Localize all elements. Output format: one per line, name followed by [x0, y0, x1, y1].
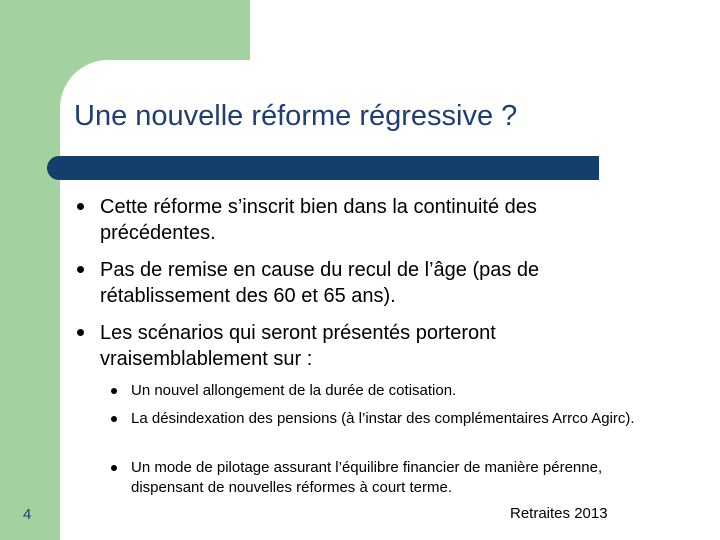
sub-bullet-item: Un mode de pilotage assurant l’équilibre financier de manière pérenne, dispensant de nouvelles réformes à court terme.	[131, 459, 603, 496]
bullet-item: Cette réforme s’inscrit bien dans la continuité des précédentes.	[100, 196, 537, 244]
slide-title: Une nouvelle réforme régressive ?	[74, 100, 518, 132]
sub-bullet-icon	[111, 465, 117, 471]
bullet-item: Les scénarios qui seront présentés porteront vraisemblablement sur :	[100, 322, 496, 370]
bullet-icon	[77, 203, 84, 210]
title-underline-bar	[47, 156, 599, 180]
sub-bullet-icon	[111, 388, 117, 394]
sub-bullet-item: Un nouvel allongement de la durée de cotisation.	[131, 382, 457, 399]
sub-bullet-icon	[111, 416, 117, 422]
bullet-icon	[77, 329, 84, 336]
footer-text: Retraites 2013	[510, 505, 608, 522]
bullet-item: Pas de remise en cause du recul de l’âge (pas de rétablissement des 60 et 65 ans).	[100, 259, 540, 307]
slide-number: 4	[23, 506, 32, 523]
bullet-icon	[77, 266, 84, 273]
sub-bullet-item: La désindexation des pensions (à l’instar des complémentaires Arrco Agirc).	[131, 410, 635, 427]
